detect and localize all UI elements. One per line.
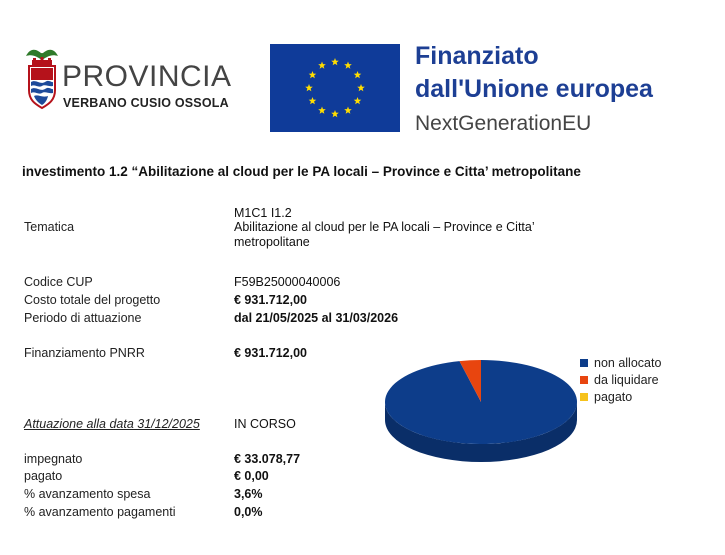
eu-star-icon	[318, 107, 326, 114]
avanzamento-spesa-label: % avanzamento spesa	[24, 487, 151, 501]
impegnato-value: € 33.078,77	[234, 452, 301, 466]
legend-item-da-liquidare	[580, 371, 661, 388]
eu-star-icon	[331, 58, 339, 65]
legend-label-pagato: pagato	[594, 389, 633, 404]
pie-slice-non-allocato	[385, 360, 577, 444]
eu-funding-line1: Finanziato	[415, 42, 539, 70]
provincia-subtitle: VERBANO CUSIO OSSOLA	[63, 96, 229, 110]
pagato-label: pagato	[24, 469, 63, 483]
pagato-value: € 0,00	[234, 469, 269, 483]
legend-label-non-allocato: non allocato	[594, 355, 662, 370]
provincia-name: PROVINCIA	[62, 60, 232, 93]
tematica-line1: Abilitazione al cloud per le PA locali – Province e Citta’	[234, 220, 535, 234]
attuazione-status: IN CORSO	[234, 417, 296, 431]
cup-value: F59B25000040006	[234, 275, 341, 289]
pnrr-value: € 931.712,00	[234, 346, 307, 360]
eu-star-icon	[344, 61, 352, 68]
eu-star-icon	[309, 71, 317, 78]
legend-label-da-liquidare: da liquidare	[594, 372, 659, 387]
eu-program-name: NextGenerationEU	[415, 112, 592, 135]
eu-star-icon	[331, 110, 339, 117]
pie-chart	[376, 350, 586, 480]
eu-star-icon	[305, 84, 313, 91]
eu-star-icon	[354, 97, 362, 104]
impegnato-label: impegnato	[24, 452, 83, 466]
chart-legend	[580, 354, 661, 405]
costo-label: Costo totale del progetto	[24, 293, 161, 307]
periodo-value: dal 21/05/2025 al 31/03/2026	[234, 311, 399, 325]
eu-funding-line2: dall'Unione europea	[415, 75, 653, 103]
cup-label: Codice CUP	[24, 275, 93, 289]
eu-star-icon	[357, 84, 365, 91]
pnrr-label: Finanziamento PNRR	[24, 346, 145, 360]
tematica-line2: metropolitane	[234, 235, 310, 249]
costo-value: € 931.712,00	[234, 293, 307, 307]
eu-star-icon	[318, 61, 326, 68]
avanzamento-spesa-value: 3,6%	[234, 487, 263, 501]
legend-swatch-da-liquidare	[580, 376, 588, 384]
legend-item-non-allocato	[580, 354, 661, 371]
provincia-crest-icon	[22, 46, 62, 112]
tematica-code: M1C1 I1.2	[234, 206, 292, 220]
avanzamento-pagamenti-label: % avanzamento pagamenti	[24, 505, 176, 519]
attuazione-label: Attuazione alla data 31/12/2025	[24, 417, 200, 431]
tematica-label: Tematica	[24, 220, 75, 234]
legend-item-pagato	[580, 388, 661, 405]
eu-star-icon	[354, 71, 362, 78]
avanzamento-pagamenti-value: 0,0%	[234, 505, 263, 519]
legend-swatch-pagato	[580, 393, 588, 401]
legend-swatch-non-allocato	[580, 359, 588, 367]
eu-star-icon	[309, 97, 317, 104]
periodo-label: Periodo di attuazione	[24, 311, 142, 325]
investment-title: investimento 1.2 “Abilitazione al cloud per le PA locali – Province e Citta’ metropolitane	[22, 164, 581, 179]
eu-star-icon	[344, 107, 352, 114]
eu-flag-icon	[270, 44, 400, 132]
